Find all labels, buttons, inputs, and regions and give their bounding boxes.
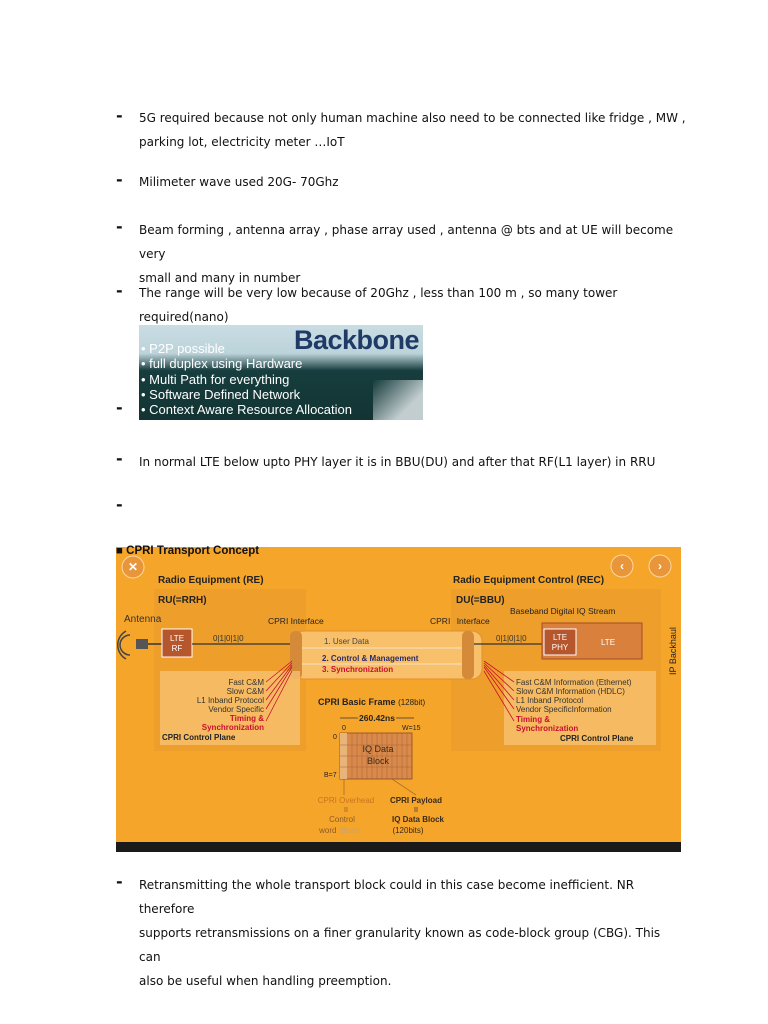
bullet-dash: - <box>116 170 123 189</box>
cpri-title: ■ CPRI Transport Concept <box>116 545 260 557</box>
bullet-dash: - <box>116 106 123 125</box>
frame-w: W=15 <box>402 725 421 732</box>
left-cm-item: L1 Inband Protocol <box>196 696 264 705</box>
backbone-item: • Multi Path for everything <box>141 371 290 387</box>
backbone-item: • P2P possible <box>141 341 225 356</box>
pipe-cap-right <box>462 631 474 679</box>
frame-b: B=7 <box>324 772 337 779</box>
backbone-list <box>141 341 352 417</box>
overhead-label: CPRI Overhead <box>317 796 375 805</box>
bits-left: 0|1|0|1|0 <box>213 634 244 643</box>
control-mgmt-label: 2. Control & Management <box>322 654 419 663</box>
right-cm-item: L1 Inband Protocol <box>516 696 584 705</box>
bullet-dash: - <box>116 872 123 891</box>
backbone-slide-image <box>139 325 423 420</box>
cpri-bottom-bar <box>116 842 681 852</box>
chevron-left-icon: ‹ <box>620 559 624 573</box>
backbone-item: • Context Aware Resource Allocation <box>141 402 352 418</box>
iq-block-label: IQ Data <box>362 744 394 754</box>
left-control-plane-label: CPRI Control Plane <box>162 733 236 742</box>
close-icon: ✕ <box>127 560 139 574</box>
iq-block-label: Block <box>366 756 390 766</box>
rec-label: Radio Equipment Control (REC) <box>453 575 605 586</box>
ip-backhaul-label: IP Backhaul <box>668 627 678 675</box>
du-label: DU(=BBU) <box>456 595 505 606</box>
payload-label: II <box>414 807 418 814</box>
lte-phy-label: PHY <box>551 643 569 652</box>
bullet-dash: - <box>116 449 123 468</box>
bullet-dash: - <box>116 281 123 300</box>
overhead-label: II <box>344 807 348 814</box>
left-timing: Timing & <box>229 714 264 723</box>
bullet-text: In normal LTE below upto PHY layer it is in BBU(DU) and after that RF(L1 layer) in RRU <box>139 455 656 469</box>
basic-frame-label: CPRI Basic Frame (128bit) <box>318 697 426 707</box>
right-cm-item: Fast C&M Information (Ethernet) <box>516 678 632 687</box>
payload-bits: (120bits) <box>392 826 424 835</box>
bullet-text: The range will be very low because of 20Ghz , less than 100 m , so many tower required(nano) <box>139 286 618 324</box>
re-label: Radio Equipment (RE) <box>158 575 264 586</box>
payload-label: CPRI Payload <box>389 796 443 805</box>
antenna-icon <box>136 639 148 649</box>
frame-left-zero: 0 <box>333 734 337 741</box>
right-timing: Synchronization <box>516 724 579 733</box>
backbone-watermark <box>373 380 423 420</box>
cpri-interface-left: CPRI Interface <box>268 616 324 626</box>
bullet-text: 5G required because not only human machine also need to be connected like fridge , MW , parking lot, electricity meter …IoT <box>139 111 686 149</box>
backbone-item: • Software Defined Network <box>141 386 301 402</box>
backbone-item: • full duplex using Hardware <box>141 356 303 372</box>
bullet-text: Milimeter wave used 20G- 70Ghz <box>139 175 339 189</box>
bullet-dash: - <box>116 495 123 514</box>
antenna-label: Antenna <box>124 614 162 625</box>
right-timing: Timing & <box>516 715 551 724</box>
bullet-text: Retransmitting the whole transport block could in this case become inefficient. NR therefore supports retransmissions on a finer granularity known as code-block group (CBG). This can also be useful when handling preemption. <box>139 878 661 988</box>
cpri-slide-image <box>116 545 681 852</box>
right-cm-item: Vendor SpecificInformation <box>516 705 612 714</box>
left-cm-item: Vendor Specific <box>208 705 264 714</box>
user-data-label: 1. User Data <box>324 637 369 646</box>
ru-label: RU(=RRH) <box>158 595 207 606</box>
lte-label: LTE <box>600 638 616 647</box>
lte-phy-label: LTE <box>552 633 568 642</box>
right-cm-item: Slow C&M Information (HDLC) <box>516 687 625 696</box>
frame-zero: 0 <box>342 725 346 732</box>
bullet-dash: - <box>116 398 123 417</box>
bullet-dash: - <box>116 217 123 236</box>
cpri-interface-right: CPRI Interface <box>430 616 490 626</box>
lte-rf-label: LTE <box>169 634 185 643</box>
backbone-title: Backbone <box>293 325 419 355</box>
cpri-diagram <box>116 545 681 852</box>
overhead-label: word (8bits) <box>319 826 361 835</box>
payload-label: IQ Data Block <box>391 815 445 824</box>
bits-right: 0|1|0|1|0 <box>496 634 527 643</box>
chevron-right-icon: › <box>658 559 662 573</box>
left-cm-item: Slow C&M <box>226 687 264 696</box>
lte-rf-label: RF <box>171 644 183 653</box>
frame-duration: 260.42ns <box>359 713 395 723</box>
sync-label: 3. Synchronization <box>322 665 394 674</box>
bullet-text: Beam forming , antenna array , phase array used , antenna @ bts and at UE will become very small and many in number <box>139 223 674 285</box>
baseband-stream-label: Baseband Digital IQ Stream <box>510 606 616 616</box>
left-cm-item: Fast C&M <box>228 678 264 687</box>
left-timing: Synchronization <box>201 723 264 732</box>
overhead-label: Control <box>329 815 355 824</box>
right-control-plane-label: CPRI Control Plane <box>560 734 634 743</box>
